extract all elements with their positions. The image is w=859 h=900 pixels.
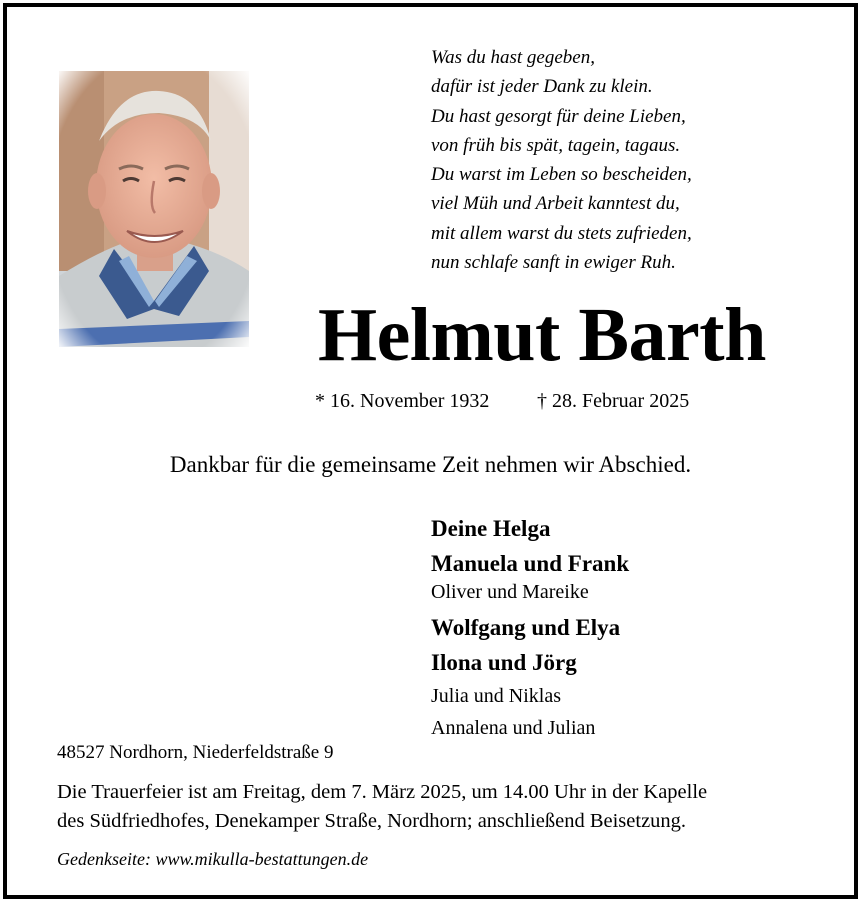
family-list [431, 511, 629, 744]
family-member: Ilona und Jörg [431, 650, 577, 675]
poem-line: von früh bis spät, tagein, tagaus. [431, 134, 681, 156]
portrait-illustration [59, 71, 249, 347]
deceased-name: Helmut Barth [318, 293, 766, 377]
poem-line: nun schlafe sanft in ewiger Ruh. [431, 252, 676, 274]
poem-line: Was du hast gegeben, [431, 47, 595, 68]
poem-line: Du hast gesorgt für deine Lieben, [431, 105, 686, 127]
birth-date: * 16. November 1932 [315, 390, 490, 412]
family-member: Manuela und Frank [431, 551, 630, 576]
poem-line: viel Müh und Arbeit kanntest du, [431, 193, 680, 215]
portrait-photo [59, 71, 249, 347]
service-line: Die Trauerfeier ist am Freitag, dem 7. März 2025, um 14.00 Uhr in der Kapelle [57, 781, 708, 803]
service-line: des Südfriedhofes, Denekamper Straße, Nordhorn; anschließend Beisetzung. [57, 810, 687, 832]
family-member: Wolfgang und Elya [431, 615, 621, 640]
memorial-page-link[interactable]: Gedenkseite: www.mikulla-bestattungen.de [57, 849, 369, 869]
family-member: Oliver und Mareike [431, 581, 589, 603]
obituary-notice [3, 3, 858, 899]
family-member: Deine Helga [431, 516, 551, 541]
poem-line: mit allem warst du stets zufrieden, [431, 222, 692, 244]
family-member: Julia und Niklas [431, 685, 561, 707]
poem [431, 43, 692, 277]
family-address: 48527 Nordhorn, Niederfeldstraße 9 [57, 742, 334, 763]
poem-line: dafür ist jeder Dank zu klein. [431, 76, 653, 98]
farewell-text: Dankbar für die gemeinsame Zeit nehmen wir Abschied. [169, 452, 692, 477]
poem-line: Du warst im Leben so bescheiden, [431, 164, 692, 186]
funeral-service-info [57, 778, 817, 836]
family-member: Annalena und Julian [431, 717, 596, 739]
death-date: † 28. Februar 2025 [537, 390, 690, 412]
